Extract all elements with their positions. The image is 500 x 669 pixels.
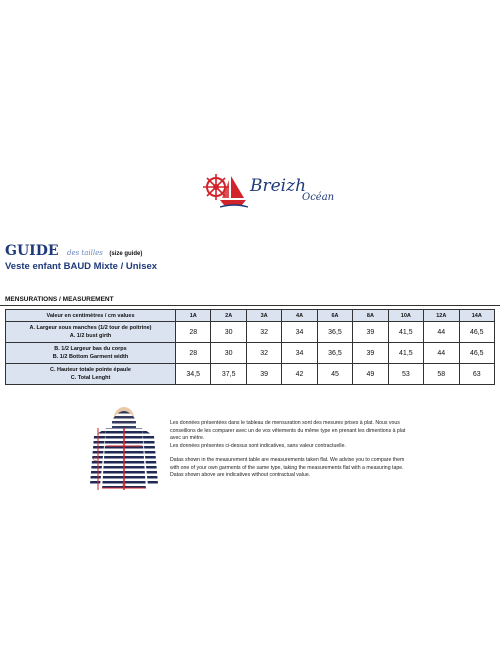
table-cell: 28 (176, 322, 211, 343)
table-cell: 58 (424, 364, 459, 385)
table-cell: 39 (246, 364, 281, 385)
brand-name-sub: Océan (302, 192, 335, 203)
table-cell: 42 (282, 364, 317, 385)
size-header: 6A (317, 310, 352, 322)
row-label-en: A. 1/2 bust girth (69, 333, 112, 339)
svg-text:C: C (93, 457, 97, 463)
row-label (6, 322, 176, 343)
svg-text:B: B (122, 482, 126, 488)
table-cell: 37,5 (211, 364, 246, 385)
row-label-fr: B. 1/2 Largeur bas du corps (54, 346, 127, 352)
note-en-2: Datas shown above are indicatives without contractual value. (170, 472, 311, 478)
table-cell: 44 (424, 343, 459, 364)
table-cell: 34 (282, 322, 317, 343)
section-title: MENSURATIONS / MEASUREMENT (5, 296, 114, 303)
note-en-1: Datas shown in the measurement table are measurements taken flat. We advise you to compare them with one of your own garments of the same type, taking the measurements flat with a measuring tape. (170, 457, 405, 471)
guide-script: des tailles (66, 249, 103, 257)
guide-size-label: (size guide) (109, 251, 143, 257)
table-cell: 28 (176, 343, 211, 364)
table-cell: 32 (246, 322, 281, 343)
measurement-notes (170, 420, 410, 480)
table-row (6, 364, 495, 385)
size-header: 12A (424, 310, 459, 322)
table-cell: 36,5 (317, 322, 352, 343)
table-cell: 53 (388, 364, 423, 385)
row-label (6, 364, 176, 385)
table-cell: 45 (317, 364, 352, 385)
guide-title: GUIDE (5, 243, 59, 259)
row-label (6, 343, 176, 364)
table-cell: 49 (353, 364, 388, 385)
table-cell: 32 (246, 343, 281, 364)
table-row (6, 343, 495, 364)
table-cell: 36,5 (317, 343, 352, 364)
table-cell: 44 (424, 322, 459, 343)
note-fr-1: Les données présentées dans le tableau de mensuration sont des mesures prises à plat. Nous vous conseillons de les comparer avec un de vos vêtements du même type en prenant les dimentions à plat avec un mètre. (170, 420, 406, 441)
size-header: 1A (176, 310, 211, 322)
table-cell: 46,5 (459, 343, 495, 364)
table-cell: 41,5 (388, 322, 423, 343)
ship-wheel-anchor-icon (200, 170, 250, 214)
size-header: 2A (211, 310, 246, 322)
table-header-label: Valeur en centimètres / cm values (6, 310, 176, 322)
size-header: 3A (246, 310, 281, 322)
row-label-en: C. Total Lenght (70, 375, 111, 381)
table-cell: 30 (211, 322, 246, 343)
table-cell: 39 (353, 343, 388, 364)
jacket-measurement-image (84, 406, 164, 496)
table-header-row (6, 310, 495, 322)
table-cell: 41,5 (388, 343, 423, 364)
row-label-fr: A. Largeur sous manches (1/2 tour de poitrine) (29, 325, 152, 331)
size-header: 4A (282, 310, 317, 322)
section-divider (0, 305, 500, 306)
table-row (6, 322, 495, 343)
table-cell: 46,5 (459, 322, 495, 343)
product-subtitle: Veste enfant BAUD Mixte / Unisex (5, 261, 158, 272)
note-fr-2: Les données présentes ci-dessus sont indicatives, sans valeur contractuelle. (170, 442, 346, 449)
row-label-fr: C. Hauteur totale pointe épaule (50, 367, 131, 373)
size-header: 14A (459, 310, 495, 322)
size-header: 10A (388, 310, 423, 322)
row-label-en: B. 1/2 Bottom Garment width (52, 354, 129, 360)
table-cell: 34 (282, 343, 317, 364)
svg-text:A: A (122, 440, 126, 446)
brand-name: Breizh (250, 176, 307, 196)
table-cell: 63 (459, 364, 495, 385)
measurement-table (5, 309, 495, 385)
guide-heading (5, 242, 142, 260)
brand-logo (200, 170, 350, 214)
table-cell: 34,5 (176, 364, 211, 385)
size-header: 8A (353, 310, 388, 322)
table-cell: 39 (353, 322, 388, 343)
table-cell: 30 (211, 343, 246, 364)
